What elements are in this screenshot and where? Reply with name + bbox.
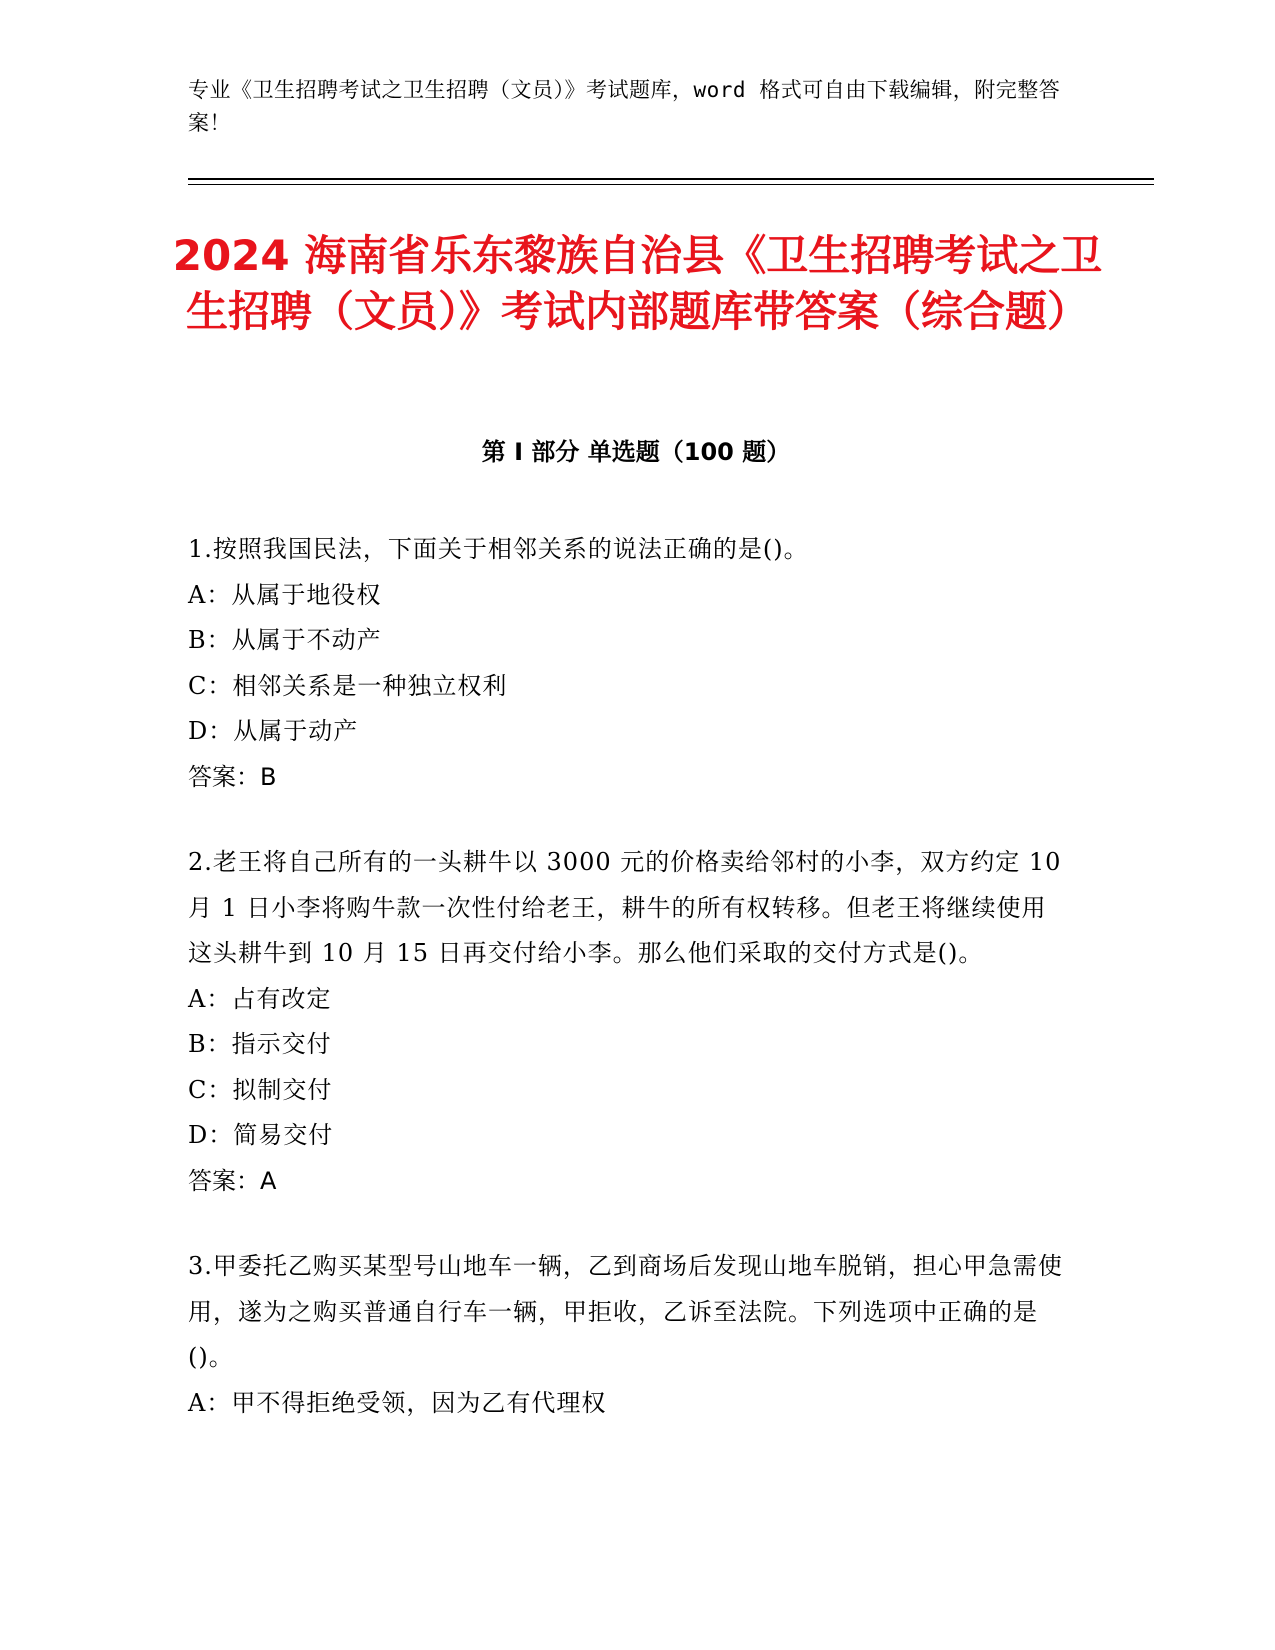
answer: 答案：A — [188, 1166, 277, 1195]
option-d: D：简易交付 — [188, 1121, 334, 1149]
question-stem: 2.老王将自己所有的一头耕牛以 3000 元的价格卖给邻村的小李，双方约定 10 月 1 日小李将购牛款一次性付给老王，耕牛的所有权转移。但老王将继续使用这头耕牛到 10 月 15 日再交付给小李。那么他们采取的交付方式是()。 — [188, 848, 1062, 967]
option-b: B：指示交付 — [188, 1030, 332, 1058]
option-a: A：从属于地役权 — [188, 580, 382, 609]
document-title: 2024 海南省乐东黎族自治县《卫生招聘考试之卫生招聘（文员）》考试内部题库带答案（综合题） — [172, 231, 1103, 336]
option-a: A：甲不得拒绝受领，因为乙有代理权 — [188, 1388, 607, 1417]
question-stem: 1.按照我国民法，下面关于相邻关系的说法正确的是()。 — [188, 535, 809, 563]
option-a: A：占有改定 — [188, 984, 332, 1013]
answer: 答案：B — [188, 762, 277, 791]
section-title: 第 I 部分 单选题（100 题） — [481, 438, 791, 466]
question-3 — [188, 1244, 1068, 1426]
header-divider-thin — [188, 184, 1154, 185]
header-note: 专业《卫生招聘考试之卫生招聘（文员）》考试题库，word 格式可自由下载编辑，附完整答案！ — [188, 78, 1061, 135]
option-d: D：从属于动产 — [188, 717, 359, 745]
option-c: C：相邻关系是一种独立权利 — [188, 671, 508, 700]
question-1 — [188, 527, 1068, 800]
question-list — [188, 527, 1068, 1466]
option-c: C：拟制交付 — [188, 1075, 333, 1104]
question-stem: 3.甲委托乙购买某型号山地车一辆，乙到商场后发现山地车脱销，担心甲急需使用，遂为之购买普通自行车一辆，甲拒收，乙诉至法院。下列选项中正确的是()。 — [188, 1252, 1063, 1371]
option-b: B：从属于不动产 — [188, 626, 382, 654]
question-2 — [188, 840, 1068, 1204]
header-divider-thick — [188, 178, 1154, 180]
